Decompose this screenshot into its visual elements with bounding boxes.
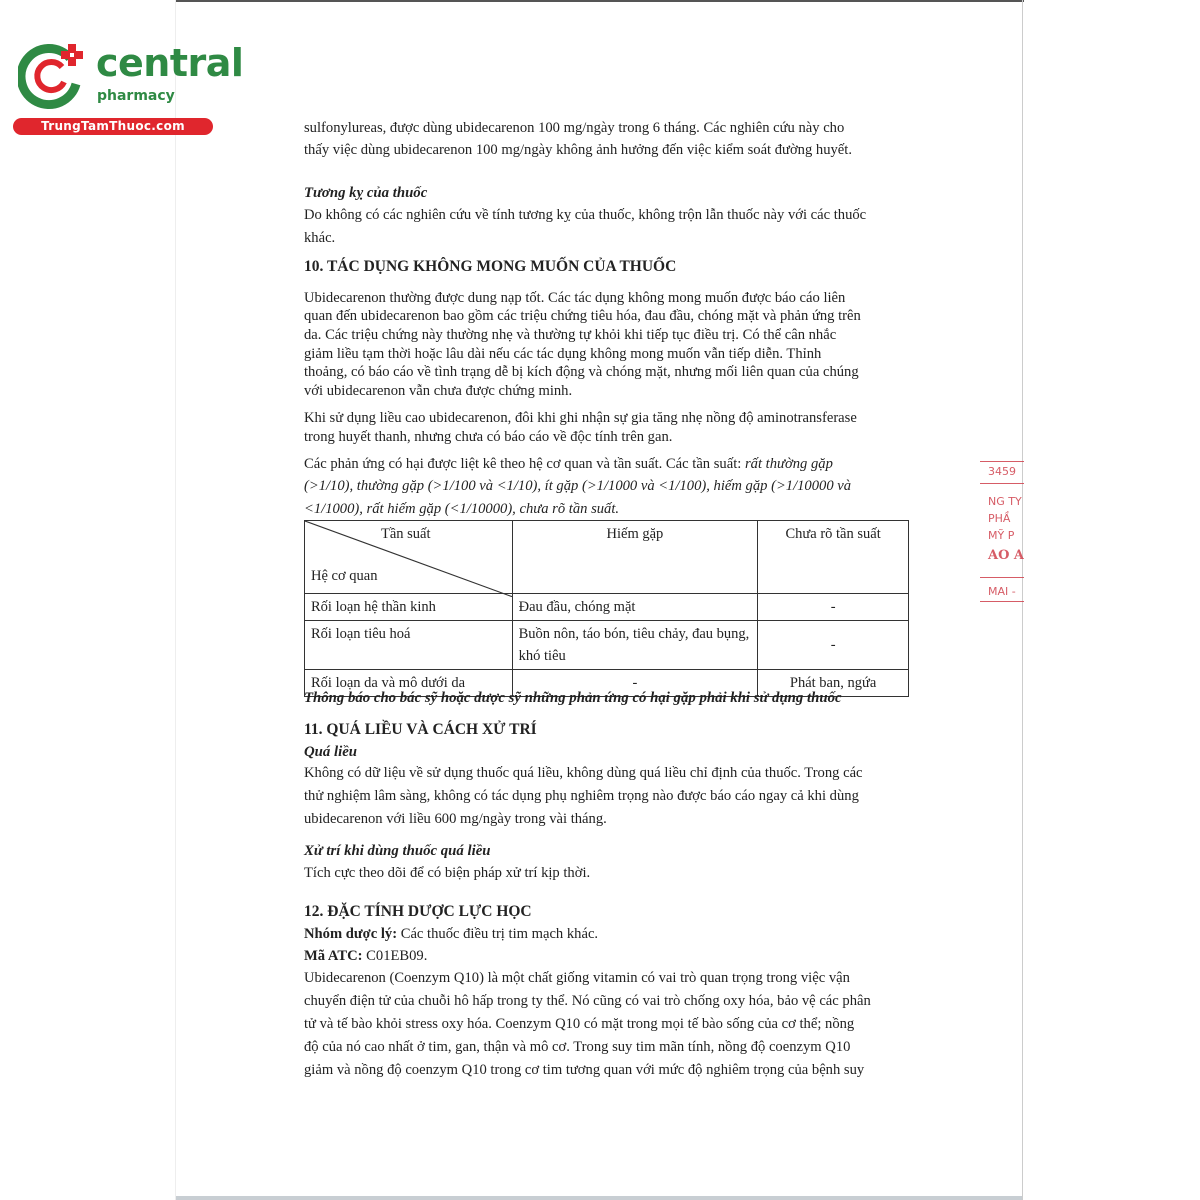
s10-p1-line: Ubidecarenon thường được dung nạp tốt. Các tác dụng không mong muốn được báo cáo liên xyxy=(304,290,846,306)
organ-cell: Rối loạn da và mô dưới da xyxy=(305,670,513,697)
header-organ-system: Hệ cơ quan xyxy=(311,568,378,584)
stamp-line: MAI - xyxy=(988,585,1016,598)
s12-p-line: tử và tế bào khỏi stress oxy hóa. Coenzym Q10 có mặt trong mọi tế bào sống của cơ thể; nồng xyxy=(304,1016,855,1032)
s10-p3-italic: rất thường gặp xyxy=(744,456,833,472)
s10-p1-line: da. Các triệu chứng này thường nhẹ và thường tự khỏi khi tiếp tục điều trị. Có thể cân nhắc xyxy=(304,327,837,343)
s10-p1-line: thoảng, có báo cáo về tình trạng dễ bị kích động và chóng mặt, nhưng mối liên quan của chúng xyxy=(304,364,859,380)
stamp-line: NG TY xyxy=(988,495,1022,508)
table-row xyxy=(305,594,909,621)
s10-p3-line-2: (>1/10), thường gặp (>1/100 và <1/10), ít gặp (>1/1000 và <1/100), hiếm gặp (>1/10000 và xyxy=(304,478,852,494)
atc-value: C01EB09. xyxy=(362,948,428,964)
section-12-heading: 12. ĐẶC TÍNH DƯỢC LỰC HỌC xyxy=(304,903,532,920)
page-edge-top xyxy=(176,0,1024,2)
incompatibility-heading: Tương kỵ của thuốc xyxy=(304,185,428,201)
logo-website-link[interactable]: TrungTamThuoc.com xyxy=(13,118,213,135)
organ-cell: Rối loạn hệ thần kinh xyxy=(305,594,513,621)
overdose-treatment-subheading: Xử trí khi dùng thuốc quá liều xyxy=(304,843,491,859)
incompatibility-line-2: khác. xyxy=(304,230,336,246)
s10-p3-line-1 xyxy=(304,455,920,474)
stamp-line: AO A xyxy=(988,548,1024,563)
page-edge-bottom xyxy=(176,1196,1022,1200)
overdose-subheading: Quá liều xyxy=(304,744,358,760)
logo-subtitle: pharmacy xyxy=(97,88,175,104)
header-rare: Hiếm gặp xyxy=(512,521,758,594)
rare-cell: Buồn nôn, táo bón, tiêu chảy, đau bụng, khó tiêu xyxy=(512,621,758,670)
atc-code xyxy=(304,947,920,966)
stamp-line: 3459 xyxy=(988,465,1016,478)
incompatibility-line-1: Do không có các nghiên cứu về tính tương kỵ của thuốc, không trộn lẫn thuốc này với các thuốc xyxy=(304,207,867,223)
s12-p-line: độ của nó cao nhất ở tim, gan, thận và mô cơ. Trong suy tim mãn tính, nồng độ coenzym Q10 xyxy=(304,1039,851,1055)
header-frequency: Tần suất xyxy=(381,526,431,542)
group-value: Các thuốc điều trị tim mạch khác. xyxy=(397,926,599,942)
intro-line-1: sulfonylureas, được dùng ubidecarenon 100 mg/ngày trong 6 tháng. Các nghiên cứu này cho xyxy=(304,120,845,136)
company-stamp xyxy=(980,455,1024,615)
s11-p1-line: ubidecarenon với liều 600 mg/ngày trong vài tháng. xyxy=(304,811,607,827)
logo-brand: central xyxy=(96,41,244,85)
s11-p1-line: thử nghiệm lâm sàng, không có tác dụng phụ nghiêm trọng nào được báo cáo ngay cả khi dùng xyxy=(304,788,859,804)
header-unknown: Chưa rõ tần suất xyxy=(758,521,909,594)
s10-p3-line-3: <1/1000), rất hiếm gặp (<1/10000), chưa rõ tần suất. xyxy=(304,501,620,517)
stamp-line: MỸ P xyxy=(988,529,1015,542)
rare-cell: Đau đầu, chóng mặt xyxy=(512,594,758,621)
table-header-row xyxy=(305,521,909,594)
unknown-cell: Phát ban, ngứa xyxy=(758,670,909,697)
section-11-heading: 11. QUÁ LIỀU VÀ CÁCH XỬ TRÍ xyxy=(304,721,537,738)
unknown-cell: - xyxy=(758,594,909,621)
pharmacological-group xyxy=(304,925,920,944)
s10-p1-line: quan đến ubidecarenon bao gồm các triệu chứng tiêu hóa, đau đầu, chóng mặt và phản ứng trên xyxy=(304,308,861,324)
s10-p2-line: trong huyết thanh, nhưng chưa có báo cáo về độc tính trên gan. xyxy=(304,429,673,445)
table-header-diagonal-cell xyxy=(305,521,513,594)
s12-p-line: Ubidecarenon (Coenzym Q10) là một chất giống vitamin có vai trò quan trọng trong việc vận xyxy=(304,970,850,986)
s10-p3-prefix: Các phản ứng có hại được liệt kê theo hệ cơ quan và tần suất. Các tần suất: xyxy=(304,456,745,472)
page-edge-left xyxy=(175,0,176,1200)
s12-p-line: chuyển điện tử của chuỗi hô hấp trong ty thể. Nó cũng có vai trò chống oxy hóa, bảo vệ các phân xyxy=(304,993,871,1009)
s11-p1-line: Không có dữ liệu về sử dụng thuốc quá liều, không dùng quá liều chỉ định của thuốc. Trong các xyxy=(304,765,863,781)
stamp-line: PHẦ xyxy=(988,512,1011,525)
s10-p1-line: với ubidecarenon vẫn chưa được chứng minh. xyxy=(304,383,573,399)
s10-p1-line: giảm liều tạm thời hoặc lâu dài nếu các tác dụng không mong muốn vẫn tiếp diễn. Thỉnh xyxy=(304,346,822,362)
unknown-cell: - xyxy=(758,621,909,670)
rare-cell: - xyxy=(512,670,758,697)
section-10-heading: 10. TÁC DỤNG KHÔNG MONG MUỐN CỦA THUỐC xyxy=(304,258,677,275)
pharmacy-cross-icon xyxy=(18,40,88,110)
intro-line-2: thấy việc dùng ubidecarenon 100 mg/ngày không ảnh hưởng đến việc kiểm soát đường huyết. xyxy=(304,142,852,158)
group-label: Nhóm dược lý: xyxy=(304,926,398,942)
report-notice: Thông báo cho bác sỹ hoặc dược sỹ những phản ứng có hại gặp phải khi sử dụng thuốc xyxy=(304,690,842,706)
table-row xyxy=(305,621,909,670)
central-pharmacy-logo xyxy=(8,36,244,136)
s10-p2-line: Khi sử dụng liều cao ubidecarenon, đôi khi ghi nhận sự gia tăng nhẹ nồng độ aminotransferase xyxy=(304,410,857,426)
s11-p2: Tích cực theo dõi để có biện pháp xử trí kịp thời. xyxy=(304,865,591,881)
adverse-effects-table xyxy=(304,520,909,697)
s12-p-line: giảm và nồng độ coenzym Q10 trong cơ tim tương quan với mức độ nghiêm trọng của bệnh suy xyxy=(304,1062,865,1078)
organ-cell: Rối loạn tiêu hoá xyxy=(305,621,513,670)
atc-label: Mã ATC: xyxy=(304,948,363,964)
